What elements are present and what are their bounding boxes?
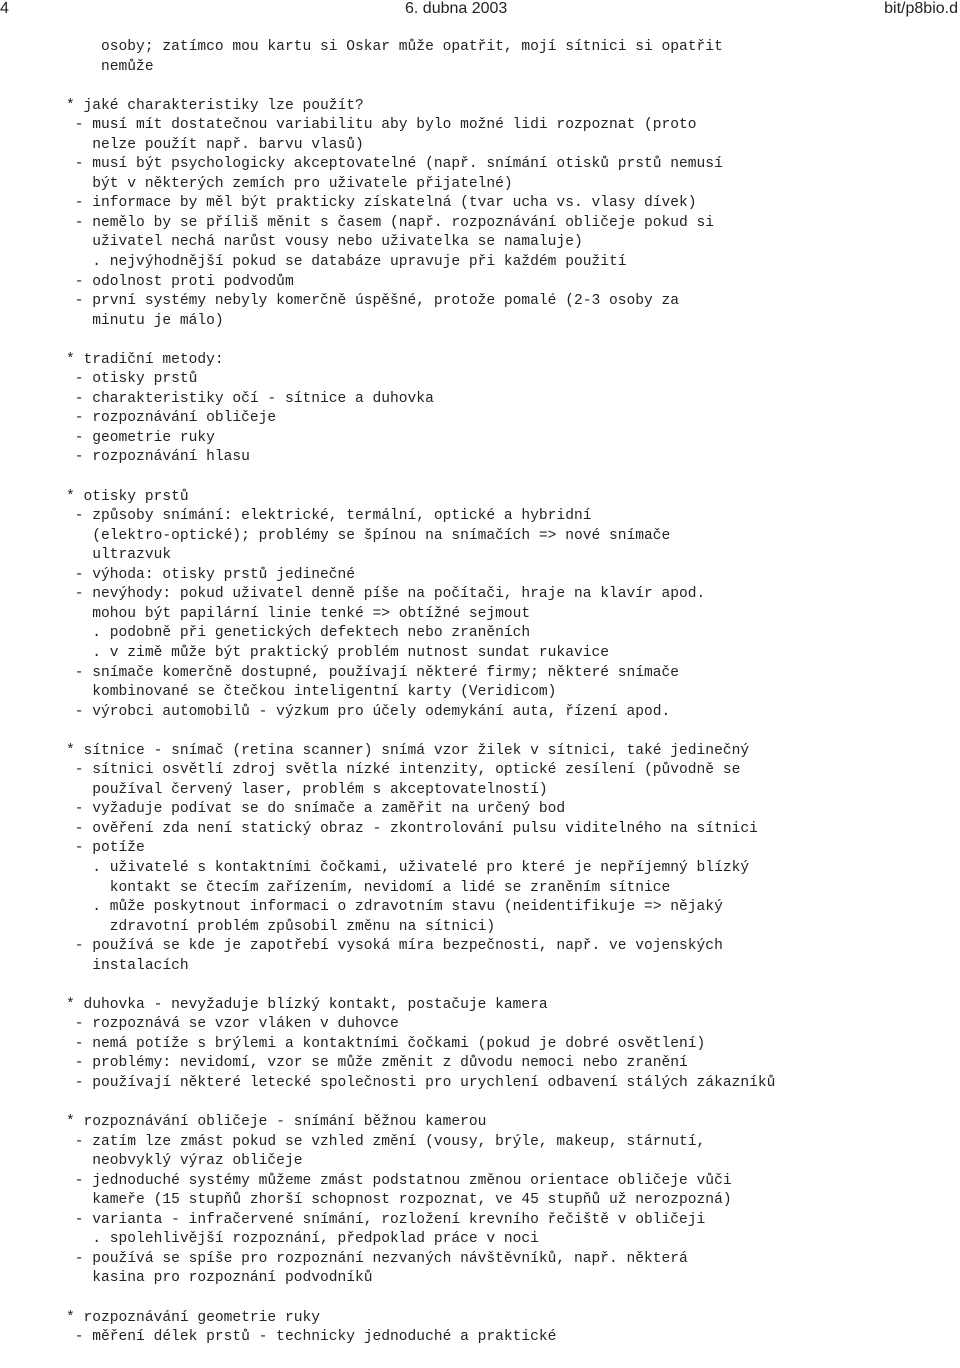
text-line: - potíže	[66, 840, 145, 857]
text-line: - nevýhody: pokud uživatel denně píše na počítači, hraje na klavír apod.	[66, 586, 706, 603]
text-line: kasina pro rozpoznání podvodníků	[66, 1270, 373, 1287]
text-line: - jednoduché systémy můžeme zmást podstatnou změnou orientace obličeje vůči	[66, 1172, 732, 1189]
page-number: 4	[0, 0, 9, 17]
text-line: nelze použít např. barvu vlasů)	[66, 136, 364, 153]
text-line: - charakteristiky očí - sítnice a duhovka	[66, 390, 434, 407]
text-line: - otisky prstů	[66, 371, 198, 388]
text-line: - používají některé letecké společnosti pro urychlení odbavení stálých zákazníků	[66, 1074, 776, 1091]
text-line: - používá se spíše pro rozpoznání nezvaných návštěvníků, např. některá	[66, 1250, 688, 1267]
text-line: - odolnost proti podvodům	[66, 273, 294, 290]
text-line: - geometrie ruky	[66, 429, 215, 446]
page-header	[0, 0, 960, 26]
text-line: osoby; zatímco mou kartu si Oskar může opatřit, mojí sítnici si opatřit	[66, 39, 723, 55]
text-line: - výrobci automobilů - výzkum pro účely odemykání auta, řízení apod.	[66, 703, 671, 720]
text-line: - varianta - infračervené snímání, rozložení krevního řečiště v obličeji	[66, 1211, 706, 1228]
text-line: - musí mít dostatečnou variabilitu aby bylo možné lidi rozpoznat (proto	[66, 117, 697, 134]
text-line: - používá se kde je zapotřebí vysoká míra bezpečnosti, např. ve vojenských	[66, 938, 723, 955]
text-line: - problémy: nevidomí, vzor se může změnit z důvodu nemoci nebo zranění	[66, 1055, 688, 1072]
text-line: nemůže	[66, 58, 154, 75]
text-line: kameře (15 stupňů zhorší schopnost rozpoznat, ve 45 stupňů už nerozpozná)	[66, 1192, 732, 1209]
text-line: . spolehlivější rozpoznání, předpoklad práce v noci	[66, 1231, 539, 1248]
text-line: kombinované se čtečkou inteligentní karty (Veridicom)	[66, 684, 557, 701]
text-line: * rozpoznávání geometrie ruky	[66, 1309, 320, 1326]
text-line: - informace by měl být prakticky získatelná (tvar ucha vs. vlasy dívek)	[66, 195, 697, 212]
text-line: - sítnici osvětlí zdroj světla nízké intenzity, optické zesílení (původně se	[66, 762, 741, 779]
text-line: * tradiční metody:	[66, 351, 224, 368]
text-line: být v některých zemích pro uživatele přijatelné)	[66, 175, 513, 192]
text-line	[66, 976, 956, 996]
text-line	[66, 331, 956, 351]
text-line: - výhoda: otisky prstů jedinečné	[66, 566, 356, 583]
text-line	[66, 468, 956, 488]
text-line: uživatel nechá narůst vousy nebo uživatelka se namaluje)	[66, 234, 583, 251]
text-line: . uživatelé s kontaktními čočkami, uživatelé pro které je nepříjemný blízký	[66, 859, 750, 876]
text-line	[66, 77, 956, 97]
text-line: . nejvýhodnější pokud se databáze upravuje při každém použití	[66, 254, 627, 271]
text-line: neobvyklý výraz obličeje	[66, 1153, 303, 1170]
text-line: - zatím lze zmást pokud se vzhled změní (vousy, brýle, makeup, stárnutí,	[66, 1133, 706, 1150]
text-line: instalacích	[66, 957, 189, 974]
header-date: 6. dubna 2003	[405, 0, 508, 17]
text-line: minutu je málo)	[66, 312, 224, 329]
text-line: mohou být papilární linie tenké => obtížné sejmout	[66, 605, 531, 622]
text-line: - snímače komerčně dostupné, používají některé firmy; některé snímače	[66, 664, 680, 681]
text-line: kontakt se čtecím zařízením, nevidomí a lidé se zraněním sítnice	[66, 879, 671, 896]
text-line: - ověření zda není statický obraz - zkontrolování pulsu viditelného na sítnici	[66, 820, 758, 837]
text-line	[66, 1094, 956, 1114]
text-line: (elektro-optické); problémy se špínou na snímačích => nové snímače	[66, 527, 671, 544]
text-line: - první systémy nebyly komerčně úspěšné, protože pomalé (2-3 osoby za	[66, 293, 680, 310]
text-line: zdravotní problém způsobil změnu na sítnici)	[66, 918, 496, 935]
document-body	[66, 38, 956, 1348]
text-line: * otisky prstů	[66, 488, 189, 505]
text-line: používal červený laser, problém s akceptovatelností)	[66, 781, 548, 798]
text-line: . podobně při genetických defektech nebo zraněních	[66, 625, 531, 642]
text-line: - musí být psychologicky akceptovatelné (např. snímání otisků prstů nemusí	[66, 156, 723, 173]
text-line	[66, 722, 956, 742]
text-line: . v zimě může být praktický problém nutnost sundat rukavice	[66, 644, 609, 661]
header-filename: bit/p8bio.d	[884, 0, 958, 17]
text-line: . může poskytnout informaci o zdravotním stavu (neidentifikuje => nějaký	[66, 899, 723, 916]
text-line: ultrazvuk	[66, 547, 172, 564]
text-line: - měření délek prstů - technicky jednoduché a praktické	[66, 1329, 557, 1346]
text-line: - rozpoznávání hlasu	[66, 449, 250, 466]
text-line: - rozpoznává se vzor vláken v duhovce	[66, 1016, 399, 1033]
text-line: * sítnice - snímač (retina scanner) snímá vzor žilek v sítnici, také jedinečný	[66, 742, 750, 759]
text-line: * duhovka - nevyžaduje blízký kontakt, postačuje kamera	[66, 996, 548, 1013]
text-line: - rozpoznávání obličeje	[66, 410, 277, 427]
text-line: - nemá potíže s brýlemi a kontaktními čočkami (pokud je dobré osvětlení)	[66, 1035, 706, 1052]
text-line: - nemělo by se příliš měnit s časem (např. rozpoznávání obličeje pokud si	[66, 214, 715, 231]
text-line	[66, 1289, 956, 1309]
text-line: - způsoby snímání: elektrické, termální, optické a hybridní	[66, 508, 592, 525]
text-line: * jaké charakteristiky lze použít?	[66, 97, 364, 114]
text-line: * rozpoznávání obličeje - snímání běžnou kamerou	[66, 1114, 487, 1131]
text-line: - vyžaduje podívat se do snímače a zaměřit na určený bod	[66, 801, 566, 818]
